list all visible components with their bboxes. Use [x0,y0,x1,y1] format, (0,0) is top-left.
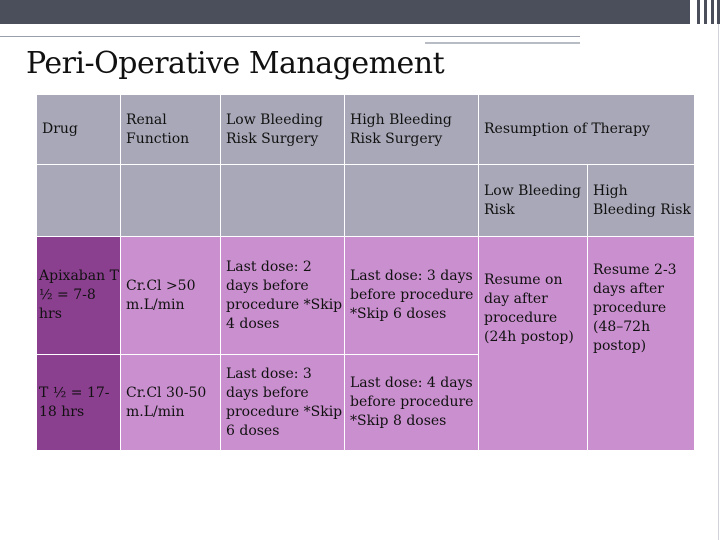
right-edge-rule [718,24,719,540]
subheader-low-bleeding-risk: Low Bleeding Risk [479,165,588,237]
subheader-empty-2 [121,165,221,237]
header-renal-function: Renal Function [121,95,221,165]
header-high-bleeding-surgery: High Bleeding Risk Surgery [345,95,479,165]
high-risk-cell: Last dose: 3 days before procedure *Skip 6 doses [345,237,479,355]
resume-high-risk-cell: Resume 2-3 days after procedure (48–72h postop) [588,237,695,451]
top-bar-ticks [690,0,720,24]
subheader-empty-4 [345,165,479,237]
header-row [37,95,695,165]
subheader-high-bleeding-risk: High Bleeding Risk [588,165,695,237]
subheader-row [37,165,695,237]
slide-title: Peri-Operative Management [26,46,445,81]
high-risk-cell: Last dose: 4 days before procedure *Skip 8 doses [345,355,479,451]
header-drug: Drug [37,95,121,165]
resume-low-risk-cell: Resume on day after procedure (24h postop) [479,237,588,451]
subheader-empty-1 [37,165,121,237]
renal-cell: Cr.Cl 30-50 m.L/min [121,355,221,451]
drug-cell: Apixaban T ½ = 7-8 hrs [37,237,121,355]
renal-cell: Cr.Cl >50 m.L/min [121,237,221,355]
management-table [36,94,695,451]
low-risk-cell: Last dose: 2 days before procedure *Skip 4 doses [221,237,345,355]
drug-cell: T ½ = 17-18 hrs [37,355,121,451]
subheader-empty-3 [221,165,345,237]
header-low-bleeding-surgery: Low Bleeding Risk Surgery [221,95,345,165]
low-risk-cell: Last dose: 3 days before procedure *Skip 6 doses [221,355,345,451]
title-accent-rule [425,42,580,44]
top-bar-band [0,0,690,24]
table-row [37,237,695,355]
title-rule [0,36,580,37]
header-resumption-of-therapy: Resumption of Therapy [479,95,695,165]
top-bar [0,0,720,24]
